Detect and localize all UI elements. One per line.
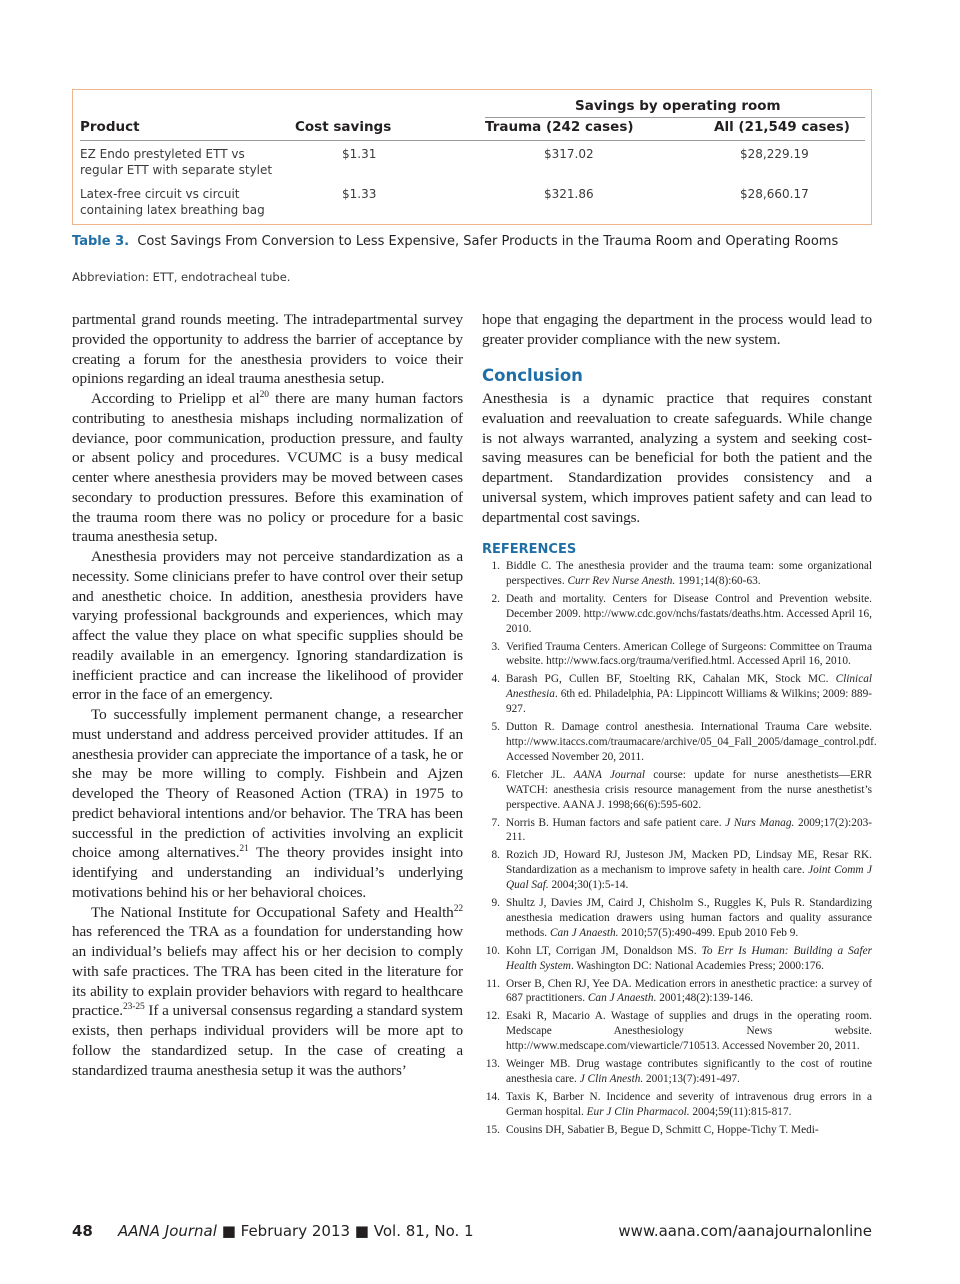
column-header-cost-savings: Cost savings (295, 119, 392, 135)
paragraph-1: partmental grand rounds meeting. The intradepartmental survey provided the opportunity to address the barrier of acceptance by creating a forum for the anesthesia providers to voice their opinions regarding an ideal trauma anesthesia setup. (72, 311, 463, 388)
journal-website[interactable]: www.aana.com/aanajournalonline (618, 1222, 872, 1240)
conclusion-paragraph: Anesthesia is a dynamic practice that requires constant evaluation and reevaluation to create safeguards. While change is not always warranted, analyzing a system and seeking cost-saving measures can be beneficial for both the patient and the department. Standardization provides consistency and a universal system, which improves patient safety and can lead to departmental cost savings. (482, 390, 872, 526)
table-caption (72, 232, 872, 251)
table-caption-text: Cost Savings From Conversion to Less Expensive, Safer Products in the Trauma Room and Operating Rooms (137, 234, 839, 249)
reference-item: 4. Barash PG, Cullen BF, Stoelting RK, Cahalan MK, Stock MC. Clinical Anesthesia. 6th ed. Philadelphia, PA: Lippincott Williams & Wilkins; 2009: 889-927. (491, 673, 872, 716)
paragraph-3: Anesthesia providers may not perceive standardization as a necessity. Some clinicians prefer to have control over their setup and anesthetic choice. In addition, anesthesia providers have varying professional backgrounds and experiences, which may affect the value they place on what specific supplies should be readily available in an emergency. Ignoring standardization is inefficient practice and can increase the likelihood of provider error in the face of an emergency. (72, 548, 463, 704)
column-header-all: All (21,549 cases) (714, 119, 850, 135)
left-column (72, 310, 463, 1080)
column-header-product: Product (80, 119, 140, 135)
reference-item: 10. Kohn LT, Corrigan JM, Donaldson MS. To Err Is Human: Building a Safer Health System. Washington DC: National Academies Press; 2000:176. (485, 944, 873, 972)
reference-item: 11. Orser B, Chen RJ, Yee DA. Medication errors in anesthetic practice: a survey of 687 practitioners. Can J Anaesth. 2001;48(2):139-146. (486, 977, 872, 1005)
table-row-2-all: $28,660.17 (740, 187, 809, 201)
reference-item: 2. Death and mortality. Centers for Disease Control and Prevention website. December 2009. http://www.cdc.gov/nchs/fastats/deaths.htm. Accessed April 16, 2010. (491, 592, 872, 635)
reference-item: 8. Rozich JD, Howard RJ, Justeson JM, Macken PD, Lindsay ME, Resar RK. Standardization as a mechanism to improve safety in health care. Joint Comm J Qual Saf. 2004;30(1):5-14. (491, 849, 872, 892)
table-row-1-all: $28,229.19 (740, 147, 809, 161)
references-heading: REFERENCES (482, 542, 577, 557)
table-abbreviation: Abbreviation: ETT, endotracheal tube. (72, 270, 291, 284)
reference-item: 12. Esaki R, Macario A. Wastage of supplies and drugs in the operating room. Medscape Anesthesiology News website. http://www.medscape.com/viewarticle/710513. Accessed November 20, 2011. (485, 1010, 872, 1053)
group-header-rule (485, 117, 865, 118)
reference-item: 5. Dutton R. Damage control anesthesia. International Trauma Care website. http://www.itaccs.com/traumacare/archive/05_04_Fall_2005/damage_control.pdf. Accessed November 20, 2011. (491, 721, 877, 763)
reference-item: 1. Biddle C. The anesthesia provider and the trauma team: some organizational perspectives. Curr Rev Nurse Anesth. 1991;14(8):60-63. (491, 560, 872, 587)
column-header-trauma: Trauma (242 cases) (485, 119, 634, 135)
page-number: 48 (72, 1222, 93, 1240)
table-row-1-cost: $1.31 (342, 147, 377, 161)
reference-item: 3. Verified Trauma Centers. American College of Surgeons: Committee on Trauma website. http://www.facs.org/trauma/verified.html. Accessed April 16, 2010. (491, 640, 872, 668)
cost-savings-table (72, 89, 872, 225)
reference-item: 7. Norris B. Human factors and safe patient care. J Nurs Manag. 2009;17(2):203-211. (491, 816, 872, 844)
reference-item: 15. Cousins DH, Sabatier B, Begue D, Schmitt C, Hoppe-Tichy T. Medi- (485, 1123, 819, 1136)
reference-item: 6. Fletcher JL. AANA Journal course: update for nurse anesthetists—ERR WATCH: anesthesia crisis resource management from the nurse anesthetist’s perspective. AANA J. 1998;66(6):595-602. (491, 768, 872, 811)
paragraph-5: The National Institute for Occupational Safety and Health$^{22}$ has referenced the TRA as a foundation for understanding how an individual’s beliefs may affect his or her decision to comply with safe practices. The TRA has been cited in the literature for its ability to explain provider behaviors with regard to healthcare practice.$^{23-25}$ If a universal consensus regarding a standard system exists, then perhaps individual providers will be more apt to follow the standardized setup. In the case of creating a standardized trauma anesthesia setup it was the authors’ (72, 903, 463, 1079)
journal-name: AANA Journal (118, 1222, 217, 1240)
paragraph-2: According to Prielipp et $al^{20}$ there are many human factors contributing to anesthesia mishaps including normalization of deviance, poor communication, production pressure, and faulty or absent policy and procedures. VCUMC is a busy medical center where anesthesia providers may be moved between cases secondary to production pressures. Before this examination of the trauma room there was no policy or procedure for a basic trauma anesthesia setup. (72, 390, 463, 546)
table-caption-label: Table 3. (72, 234, 130, 249)
journal-issue: ■ February 2013 ■ Vol. 81, No. 1 (216, 1222, 474, 1240)
table-row-1-trauma: $317.02 (544, 147, 594, 161)
continued-paragraph: hope that engaging the department in the process would lead to greater provider compliance with the new system. (482, 311, 872, 348)
reference-item: 9. Shultz J, Davies JM, Caird J, Chisholm S., Ruggles K, Puls R. Standardizing anesthesia medication drawers using human factors and quality assurance methods. Can J Anaesth. 2010;57(5):490-499. Epub 2010 Feb 9. (491, 897, 872, 939)
references-list (482, 559, 877, 1141)
conclusion-heading: Conclusion (482, 366, 583, 385)
paragraph-4: To successfully implement permanent change, a researcher must understand and address perceived provider attitudes. If an anesthesia provider can appreciate the importance of a task, he or she may be more willing to comply. Fishbein and Ajzen developed the Theory of Reasoned Action (TRA) in 1975 to predict behavioral intentions and/or behavior. The TRA has been successful in the prediction of activities involving an explicit choice among alternatives.$^{21}$ The theory provides insight into identifying and understanding an individual’s underlying motivations behind his or her behavioral choices. (72, 706, 463, 901)
table-row-2-trauma: $321.86 (544, 187, 594, 201)
header-rule (80, 140, 865, 141)
reference-item: 14. Taxis K, Barber N. Incidence and severity of intravenous drug errors in a German hospital. Eur J Clin Pharmacol. 2004;59(11):815-817. (485, 1090, 872, 1118)
table-row-2-cost: $1.33 (342, 187, 377, 201)
table-row-1-product: EZ Endo prestyleted ETT vs regular ETT with separate stylet (80, 147, 273, 177)
journal-info (118, 1222, 474, 1240)
table-row-2-product: Latex-free circuit vs circuit containing latex breathing bag (80, 187, 265, 217)
table-group-header: Savings by operating room (575, 98, 781, 114)
reference-item: 13. Weinger MB. Drug wastage contributes significantly to the cost of routine anesthesia care. J Clin Anesth. 2001;13(7):491-497. (485, 1058, 872, 1085)
